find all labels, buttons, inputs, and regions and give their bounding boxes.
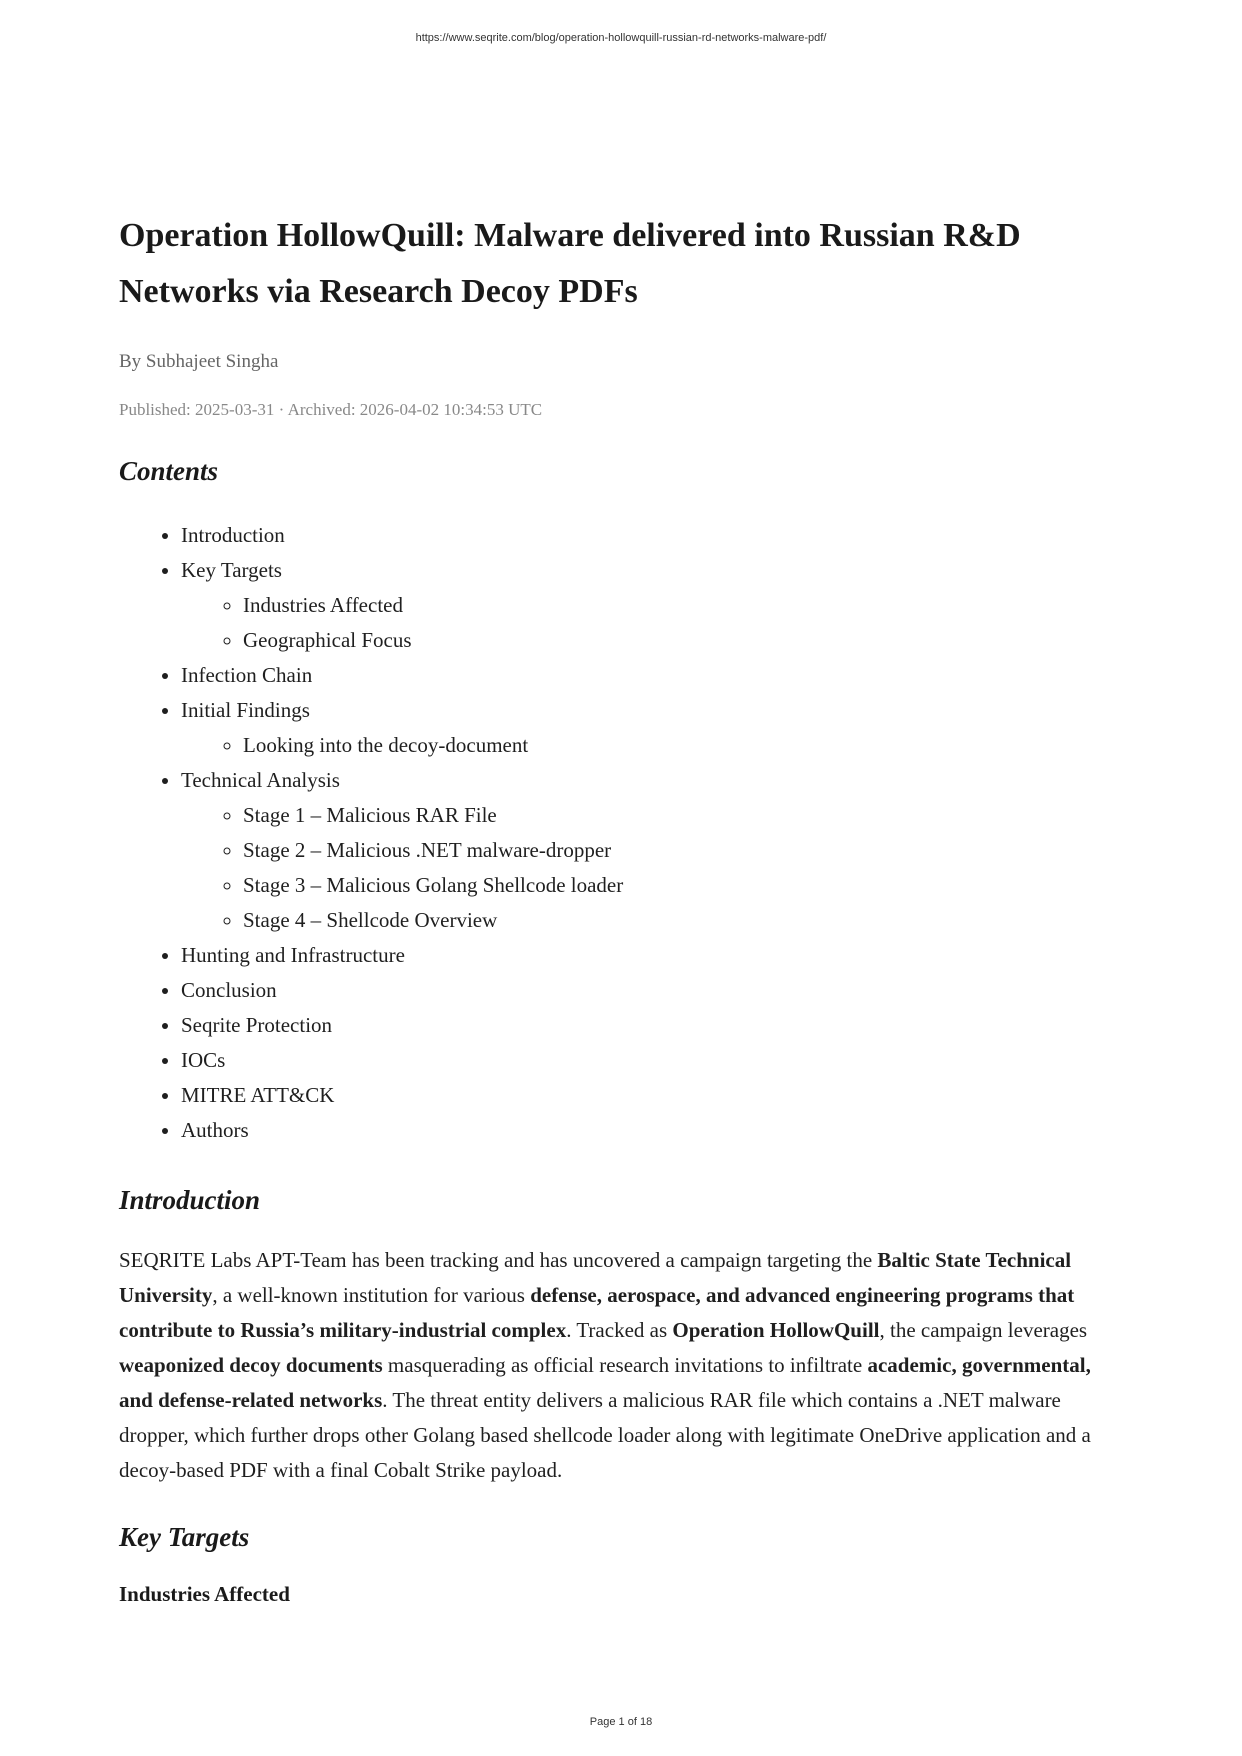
toc-item-label[interactable]: Infection Chain xyxy=(181,663,313,687)
article xyxy=(119,208,1123,1608)
title-line-2: Networks via Research Decoy PDFs xyxy=(119,273,638,310)
page-url-header: https://www.seqrite.com/blog/operation-hollowquill-russian-rd-networks-malware-pdf/ xyxy=(415,32,827,44)
toc-sublist xyxy=(181,588,1123,658)
key-targets-heading: Key Targets xyxy=(119,1522,250,1552)
toc-item-label[interactable]: Hunting and Infrastructure xyxy=(181,943,405,967)
intro-bold-3: Operation HollowQuill xyxy=(672,1318,880,1342)
toc-subitem[interactable]: ◦ Stage 2 – Malicious .NET malware-dropper xyxy=(243,833,1123,868)
page-number-footer: Page 1 of 18 xyxy=(589,1716,653,1728)
toc-item[interactable] xyxy=(181,973,1123,1008)
introduction-heading: Introduction xyxy=(119,1185,261,1215)
introduction-paragraph xyxy=(119,1243,1123,1488)
article-title xyxy=(119,208,1123,320)
industries-affected-heading: Industries Affected xyxy=(119,1582,290,1606)
intro-bold-2: defense, aerospace, and advanced engineering programs that contribute to Russia’s military-industrial complex xyxy=(119,1283,1075,1342)
toc-item[interactable] xyxy=(181,1043,1123,1078)
toc-item-label[interactable]: MITRE ATT&CK xyxy=(181,1083,335,1107)
toc-item[interactable] xyxy=(181,693,1123,763)
contents-heading: Contents xyxy=(119,456,219,486)
table-of-contents xyxy=(119,518,1123,1148)
toc-item-label[interactable]: Key Targets xyxy=(181,558,282,582)
publish-meta: Published: 2025-03-31 · Archived: 2026-04-02 10:34:53 UTC xyxy=(119,400,543,419)
intro-bold-4: weaponized decoy documents xyxy=(119,1353,383,1377)
toc-item-label[interactable]: IOCs xyxy=(181,1048,226,1072)
toc-subitem[interactable]: ◦ Geographical Focus xyxy=(243,623,1123,658)
toc-sublist xyxy=(181,728,1123,763)
toc-item[interactable] xyxy=(181,658,1123,693)
intro-bold-5: academic, governmental, and defense-related networks xyxy=(119,1353,1091,1412)
intro-bold-1: Baltic State Technical University xyxy=(119,1248,1072,1307)
byline: By Subhajeet Singha xyxy=(119,351,279,372)
intro-text-6: . The threat entity delivers a malicious RAR file which contains a .NET malware dropper, which further drops other Golang based shellcode loader along with legitimate OneDrive application and a decoy-based PDF with a final Cobalt Strike payload. xyxy=(119,1388,1091,1482)
toc-subitem[interactable]: ◦ Looking into the decoy-document xyxy=(243,728,1123,763)
toc-item-label[interactable]: Seqrite Protection xyxy=(181,1013,333,1037)
toc-subitem[interactable]: ◦ Stage 4 – Shellcode Overview xyxy=(243,903,1123,938)
toc-item[interactable] xyxy=(181,1008,1123,1043)
toc-item[interactable] xyxy=(181,518,1123,553)
title-line-1: Operation HollowQuill: Malware delivered into Russian R&D xyxy=(119,217,1021,254)
toc-item[interactable] xyxy=(181,1078,1123,1113)
toc-subitem[interactable]: ◦ Stage 3 – Malicious Golang Shellcode loader xyxy=(243,868,1123,903)
toc-item[interactable] xyxy=(181,1113,1123,1148)
toc-subitem[interactable]: ◦ Industries Affected xyxy=(243,588,1123,623)
intro-text-3: . Tracked as xyxy=(566,1318,673,1342)
toc-item[interactable] xyxy=(181,938,1123,973)
toc-item-label[interactable]: Authors xyxy=(181,1118,249,1142)
toc-sublist xyxy=(181,798,1123,938)
toc-subitem[interactable]: ◦ Stage 1 – Malicious RAR File xyxy=(243,798,1123,833)
toc-item-label[interactable]: Introduction xyxy=(181,523,285,547)
toc-item[interactable] xyxy=(181,553,1123,658)
intro-text-5: masquerading as official research invitations to infiltrate xyxy=(382,1353,868,1377)
intro-text-1: SEQRITE Labs APT-Team has been tracking and has uncovered a campaign targeting the xyxy=(119,1248,878,1272)
toc-item-label[interactable]: Conclusion xyxy=(181,978,277,1002)
toc-item[interactable] xyxy=(181,763,1123,938)
toc-item-label[interactable]: Initial Findings xyxy=(181,698,310,722)
intro-text-4: , the campaign leverages xyxy=(879,1318,1088,1342)
intro-text-2: , a well-known institution for various xyxy=(212,1283,531,1307)
toc-item-label[interactable]: Technical Analysis xyxy=(181,768,340,792)
